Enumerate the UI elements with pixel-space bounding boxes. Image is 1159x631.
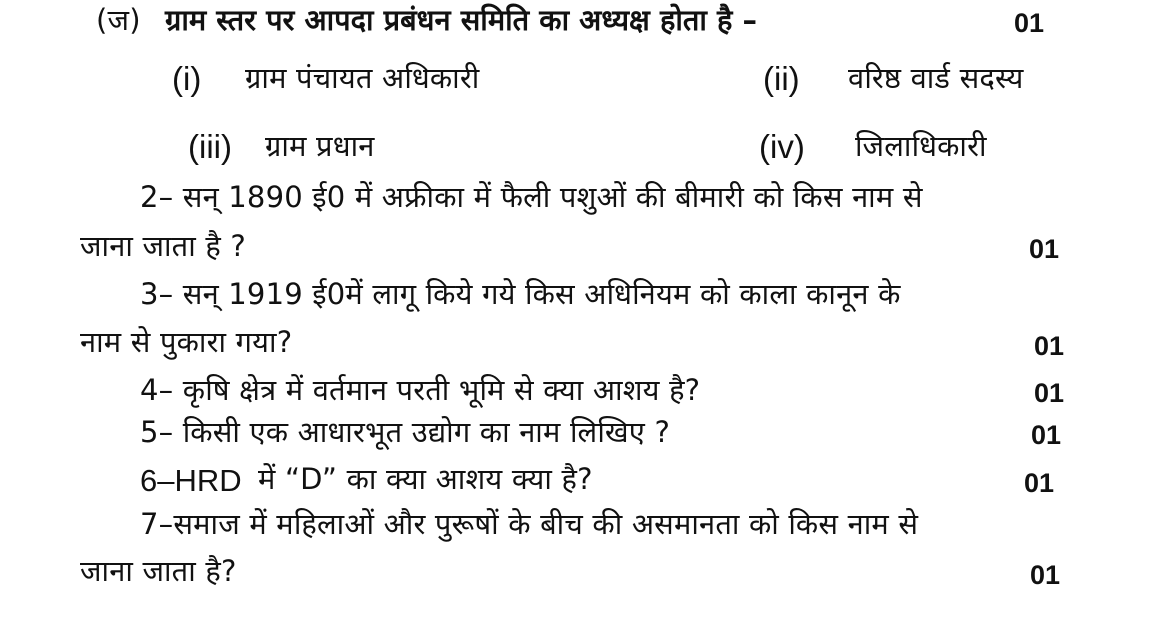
question-text: 2– सन् 1890 ई0 में अफ्रीका में फैली पशुओं की बीमारी को किस नाम से bbox=[140, 180, 923, 214]
option-text: ग्राम प्रधान bbox=[265, 129, 375, 163]
question-marks: 01 bbox=[1034, 331, 1065, 361]
question-marks: 01 bbox=[1034, 378, 1065, 408]
option-text: जिलाधिकारी bbox=[855, 129, 987, 163]
question-marks: 01 bbox=[1029, 234, 1060, 264]
question-label: (ज) bbox=[96, 3, 141, 37]
question-text: 3– सन् 1919 ई0में लागू किये गये किस अधिनियम को काला कानून के bbox=[140, 277, 901, 311]
option-text: वरिष्ठ वार्ड सदस्य bbox=[848, 61, 1024, 95]
question-text: 7–समाज में महिलाओं और पुरूषों के बीच की असमानता को किस नाम से bbox=[140, 507, 919, 541]
question-marks: 01 bbox=[1024, 468, 1055, 498]
option-number: (iii) bbox=[188, 128, 232, 165]
question-marks: 01 bbox=[1014, 8, 1045, 38]
question-text: जाना जाता है ? bbox=[80, 229, 246, 263]
question-text: 4– कृषि क्षेत्र में वर्तमान परती भूमि से क्या आशय है? bbox=[140, 373, 701, 407]
question-marks: 01 bbox=[1030, 560, 1061, 590]
option-text: ग्राम पंचायत अधिकारी bbox=[245, 61, 480, 95]
question-text: जाना जाता है? bbox=[80, 554, 237, 588]
question-text: में “D” का क्या आशय क्या है? bbox=[258, 462, 593, 496]
question-marks: 01 bbox=[1031, 420, 1062, 450]
question-text: ग्राम स्तर पर आपदा प्रबंधन समिति का अध्यक्ष होता है – bbox=[165, 3, 757, 37]
question-prefix: 6–HRD bbox=[140, 463, 242, 498]
question-text: नाम से पुकारा गया? bbox=[80, 325, 293, 359]
question-text: 5– किसी एक आधारभूत उद्योग का नाम लिखिए ? bbox=[140, 415, 671, 449]
option-number: (i) bbox=[172, 60, 202, 97]
option-number: (iv) bbox=[759, 128, 805, 165]
option-number: (ii) bbox=[763, 60, 800, 97]
